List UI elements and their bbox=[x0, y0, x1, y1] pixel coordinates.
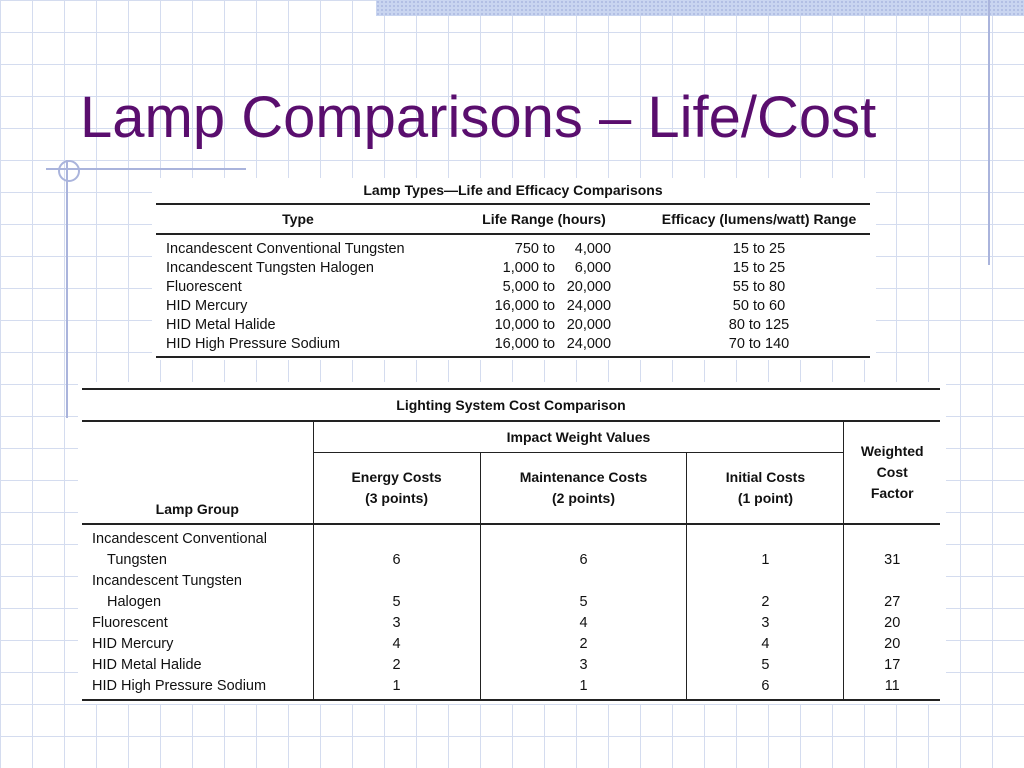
energy-value: 5 bbox=[313, 571, 480, 613]
efficacy-range: 15 to 25 bbox=[732, 241, 786, 257]
lamp-group-name: Incandescent Conventional bbox=[92, 531, 267, 547]
life-low: 16,000 bbox=[494, 298, 539, 314]
energy-value: 3 bbox=[313, 613, 480, 634]
maintenance-value: 4 bbox=[480, 613, 687, 634]
life-range bbox=[440, 259, 648, 278]
life-high: 24,000 bbox=[566, 298, 612, 314]
lamp-group-name: Fluorescent bbox=[92, 615, 168, 631]
table2-header-initial bbox=[687, 453, 844, 525]
lamp-group-name: HID High Pressure Sodium bbox=[92, 678, 267, 694]
table1-caption: Lamp Types—Life and Efficacy Comparisons bbox=[363, 182, 663, 198]
lamp-group-name-cont: Tungsten bbox=[107, 552, 167, 568]
initial-value: 2 bbox=[687, 571, 844, 613]
lamp-group bbox=[82, 571, 313, 613]
table1-header-life: Life Range (hours) bbox=[440, 204, 648, 234]
table-row bbox=[156, 278, 870, 297]
maintenance-header-line-1: Maintenance Costs bbox=[519, 469, 648, 485]
maintenance-header-line-2: (2 points) bbox=[552, 490, 615, 506]
lamp-type: Incandescent Tungsten Halogen bbox=[166, 260, 374, 276]
initial-value: 1 bbox=[687, 524, 844, 571]
table-row bbox=[82, 634, 940, 655]
initial-value: 4 bbox=[687, 634, 844, 655]
life-high: 20,000 bbox=[566, 317, 612, 333]
lamp-type: Incandescent Conventional Tungsten bbox=[166, 241, 405, 257]
efficacy-range: 80 to 125 bbox=[728, 317, 790, 333]
life-efficacy-table bbox=[156, 182, 870, 358]
life-efficacy-table-panel bbox=[152, 178, 876, 360]
life-low: 750 bbox=[514, 241, 539, 257]
lamp-type: HID High Pressure Sodium bbox=[156, 335, 440, 357]
efficacy-range: 55 to 80 bbox=[732, 279, 786, 295]
life-high: 20,000 bbox=[566, 279, 612, 295]
life-range bbox=[440, 297, 648, 316]
energy-header-line-1: Energy Costs bbox=[351, 469, 442, 485]
weighted-factor-value: 20 bbox=[844, 613, 940, 634]
weighted-factor-value: 11 bbox=[844, 676, 940, 700]
energy-value: 4 bbox=[313, 634, 480, 655]
initial-value: 6 bbox=[687, 676, 844, 700]
table-row bbox=[156, 234, 870, 259]
life-low: 16,000 bbox=[494, 336, 539, 352]
maintenance-value: 1 bbox=[480, 676, 687, 700]
decorative-header-band bbox=[376, 0, 1024, 16]
weighted-factor-value: 27 bbox=[844, 571, 940, 613]
weighted-line-3: Factor bbox=[870, 485, 914, 501]
initial-value: 5 bbox=[687, 655, 844, 676]
lamp-group bbox=[82, 613, 313, 634]
initial-header-line-1: Initial Costs bbox=[725, 469, 806, 485]
weighted-factor-value: 31 bbox=[844, 524, 940, 571]
decorative-rule-left bbox=[66, 160, 68, 418]
life-low: 1,000 bbox=[502, 260, 539, 276]
energy-value: 1 bbox=[313, 676, 480, 700]
life-high: 4,000 bbox=[574, 241, 612, 257]
lamp-group-name: HID Mercury bbox=[92, 636, 174, 652]
range-word: to bbox=[542, 260, 556, 276]
range-word: to bbox=[542, 336, 556, 352]
maintenance-value: 2 bbox=[480, 634, 687, 655]
table-row bbox=[82, 613, 940, 634]
table-row bbox=[156, 259, 870, 278]
efficacy-range: 15 to 25 bbox=[732, 260, 786, 276]
life-range bbox=[440, 316, 648, 335]
life-range bbox=[440, 234, 648, 259]
initial-header-line-2: (1 point) bbox=[737, 490, 794, 506]
life-low: 5,000 bbox=[502, 279, 539, 295]
lamp-group bbox=[82, 655, 313, 676]
lamp-group bbox=[82, 634, 313, 655]
life-range bbox=[440, 278, 648, 297]
lamp-type: HID Mercury bbox=[166, 298, 248, 314]
lamp-type: Fluorescent bbox=[166, 279, 242, 295]
table-row bbox=[82, 676, 940, 700]
lamp-group bbox=[82, 524, 313, 571]
weighted-line-1: Weighted bbox=[860, 443, 924, 459]
table2-header-weighted-cost-factor bbox=[844, 421, 940, 524]
weighted-factor-value: 17 bbox=[844, 655, 940, 676]
table-row bbox=[82, 571, 940, 613]
range-word: to bbox=[542, 298, 556, 314]
weighted-factor-value: 20 bbox=[844, 634, 940, 655]
table2-header-lamp-group: Lamp Group bbox=[82, 421, 313, 524]
weighted-line-2: Cost bbox=[876, 464, 908, 480]
maintenance-value: 6 bbox=[480, 524, 687, 571]
table-row bbox=[156, 316, 870, 335]
maintenance-value: 5 bbox=[480, 571, 687, 613]
life-range bbox=[440, 335, 648, 357]
table1-header-efficacy: Efficacy (lumens/watt) Range bbox=[648, 204, 870, 234]
range-word: to bbox=[542, 279, 556, 295]
lamp-group bbox=[82, 676, 313, 700]
initial-value: 3 bbox=[687, 613, 844, 634]
maintenance-value: 3 bbox=[480, 655, 687, 676]
lamp-type: HID Metal Halide bbox=[166, 317, 276, 333]
life-high: 6,000 bbox=[574, 260, 612, 276]
energy-value: 6 bbox=[313, 524, 480, 571]
table1-header-type: Type bbox=[156, 204, 440, 234]
cost-comparison-table-panel bbox=[78, 382, 946, 704]
life-low: 10,000 bbox=[494, 317, 539, 333]
decorative-rule-right bbox=[988, 0, 990, 265]
table2-header-maintenance bbox=[480, 453, 687, 525]
lamp-group-name: Incandescent Tungsten bbox=[92, 573, 242, 589]
decorative-circle bbox=[58, 160, 80, 182]
table2-header-energy bbox=[313, 453, 480, 525]
table-row bbox=[82, 655, 940, 676]
range-word: to bbox=[542, 241, 556, 257]
table-row bbox=[156, 335, 870, 357]
efficacy-range: 50 to 60 bbox=[732, 298, 786, 314]
table-row bbox=[156, 297, 870, 316]
efficacy-range: 70 to 140 bbox=[648, 335, 870, 357]
table2-caption: Lighting System Cost Comparison bbox=[82, 389, 940, 421]
range-word: to bbox=[542, 317, 556, 333]
life-high: 24,000 bbox=[566, 336, 612, 352]
energy-value: 2 bbox=[313, 655, 480, 676]
lamp-group-name-cont: Halogen bbox=[107, 594, 162, 610]
energy-header-line-2: (3 points) bbox=[365, 490, 429, 506]
lamp-group-name: HID Metal Halide bbox=[92, 657, 202, 673]
slide-title: Lamp Comparisons – Life/Cost bbox=[80, 85, 877, 150]
table-row bbox=[82, 524, 940, 571]
table2-header-impact-weight: Impact Weight Values bbox=[313, 421, 844, 453]
cost-comparison-table bbox=[82, 388, 940, 701]
